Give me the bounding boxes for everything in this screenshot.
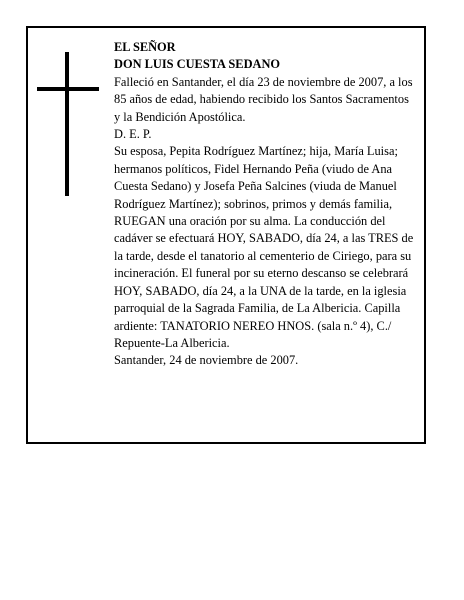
dep-line: D. E. P. [114,127,152,142]
notice-body [114,39,418,370]
family-paragraph: Su esposa, Pepita Rodríguez Martínez; hija, María Luisa; hermanos políticos, Fidel Hernando Peña (viudo de Ana Cuesta Sedano) y Josefa Peña Salcines (viuda de Manuel Rodríguez Martínez); sobrinos, primos y demás familia, [114,144,398,211]
notice-title-line-1: EL SEÑOR [114,40,176,54]
cross-icon [37,52,99,196]
date-place-line: Santander, 24 de noviembre de 2007. [114,353,299,368]
notice-title-line-2: DON LUIS CUESTA SEDANO [114,57,281,72]
ceremony-paragraph: RUEGAN una oración por su alma. La conducción del cadáver se efectuará HOY, SABADO, día 24, a las TRES de la tarde, desde el tanatorio al cementerio de Ciriego, para su incineración. El funeral por su eterno descanso se celebrará HOY, SABADO, día 24, a la UNA de la tarde, en la iglesia parroquial de la Sagrada Familia, de La Albericia. Capilla ardiente: TANATORIO NEREO HNOS. (sala n.º 4), C./ Repuente-La Albericia. [114,214,414,350]
death-announcement-paragraph: Falleció en Santander, el día 23 de noviembre de 2007, a los 85 años de edad, habiendo recibido los Santos Sacramentos y la Bendición Apostólica. [114,74,413,124]
cross-horizontal-bar [37,87,99,91]
cross-vertical-bar [65,52,69,196]
